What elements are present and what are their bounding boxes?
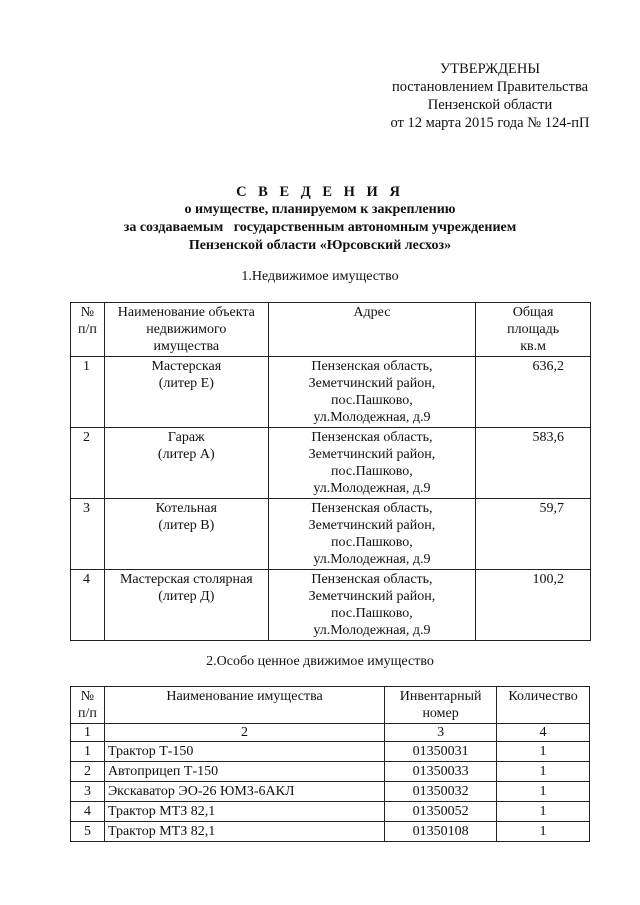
header-text: Общая [512, 305, 554, 320]
header-text: Наименование объекта [117, 305, 255, 320]
document-heading [0, 183, 640, 255]
cell-text: ул.Молодежная, д.9 [313, 410, 431, 425]
cell-name [104, 570, 268, 641]
column-index-row [71, 724, 590, 742]
cell-text: ул.Молодежная, д.9 [313, 481, 431, 496]
cell-text: ул.Молодежная, д.9 [313, 623, 431, 638]
header-num [71, 303, 105, 357]
cell-name [104, 499, 268, 570]
header-text: № [80, 305, 95, 320]
header-text: Адрес [353, 305, 391, 320]
cell-inventory: 01350031 [385, 742, 497, 762]
header-text: п/п [78, 322, 97, 337]
header-text: кв.м [520, 339, 546, 354]
cell-name: Экскаватор ЭО-26 ЮМЗ-6АКЛ [104, 782, 384, 802]
cell-text: Пензенская область, [311, 501, 433, 516]
header-name [104, 303, 268, 357]
cell-text: Земетчинский район, [308, 518, 436, 533]
table-row [71, 357, 591, 428]
movable-property-table [70, 686, 590, 842]
cell-area: 583,6 [476, 428, 591, 499]
cell-text: Котельная [155, 501, 217, 516]
cell-area: 636,2 [476, 357, 591, 428]
cell-text: (литер Е) [158, 376, 214, 391]
cell-text: пос.Пашково, [331, 393, 413, 408]
header-text: недвижимого [146, 322, 227, 337]
index-cell: 4 [497, 724, 590, 742]
index-cell: 2 [104, 724, 384, 742]
document-subtitle: Пензенской области «Юрсовский лесхоз» [188, 238, 452, 253]
section1-title: 1.Недвижимое имущество [241, 269, 399, 284]
header-text: площадь [507, 322, 560, 337]
header-text: Наименование имущества [166, 689, 323, 704]
cell-text: (литер А) [157, 447, 215, 462]
cell-address [268, 499, 476, 570]
cell-text: Земетчинский район, [308, 447, 436, 462]
cell-address [268, 357, 476, 428]
header-address [268, 303, 476, 357]
cell-name [104, 428, 268, 499]
approval-line: Пензенской области [427, 97, 553, 113]
cell-name: Автоприцеп Т-150 [104, 762, 384, 782]
cell-num: 3 [71, 499, 105, 570]
approval-block [340, 60, 640, 132]
cell-text: пос.Пашково, [331, 535, 413, 550]
header-inventory [385, 687, 497, 724]
cell-area: 100,2 [476, 570, 591, 641]
cell-num: 2 [71, 428, 105, 499]
cell-text: (литер Д) [158, 589, 215, 604]
cell-text: пос.Пашково, [331, 606, 413, 621]
cell-text: Земетчинский район, [308, 589, 436, 604]
index-cell: 1 [71, 724, 105, 742]
header-text: № [80, 689, 95, 704]
header-quantity [497, 687, 590, 724]
cell-quantity: 1 [497, 762, 590, 782]
cell-name: Трактор МТЗ 82,1 [104, 822, 384, 842]
cell-inventory: 01350108 [385, 822, 497, 842]
approval-line: постановлением Правительства [391, 79, 589, 95]
cell-text: ул.Молодежная, д.9 [313, 552, 431, 567]
table-header-row [71, 687, 590, 724]
cell-quantity: 1 [497, 742, 590, 762]
table-row [71, 742, 590, 762]
cell-text: Пензенская область, [311, 430, 433, 445]
cell-num: 4 [71, 802, 105, 822]
cell-num: 4 [71, 570, 105, 641]
cell-address [268, 570, 476, 641]
approval-title: УТВЕРЖДЕНЫ [439, 61, 541, 77]
cell-num: 1 [71, 357, 105, 428]
cell-text: Пензенская область, [311, 359, 433, 374]
header-text: Количество [508, 689, 578, 704]
cell-text: (литер В) [158, 518, 215, 533]
cell-num: 3 [71, 782, 105, 802]
header-text: номер [422, 706, 459, 721]
cell-quantity: 1 [497, 822, 590, 842]
document-subtitle: о имуществе, планируемом к закреплению [184, 202, 456, 217]
table-row [71, 802, 590, 822]
table-row [71, 822, 590, 842]
cell-inventory: 01350032 [385, 782, 497, 802]
cell-inventory: 01350033 [385, 762, 497, 782]
cell-text: пос.Пашково, [331, 464, 413, 479]
cell-name [104, 357, 268, 428]
approval-date: от 12 марта 2015 года № 124-пП [390, 115, 590, 131]
header-text: п/п [78, 706, 97, 721]
cell-address [268, 428, 476, 499]
table-row [71, 570, 591, 641]
cell-num: 1 [71, 742, 105, 762]
cell-text: Пензенская область, [311, 572, 433, 587]
cell-num: 2 [71, 762, 105, 782]
table-row [71, 428, 591, 499]
cell-name: Трактор Т-150 [104, 742, 384, 762]
cell-inventory: 01350052 [385, 802, 497, 822]
table-row [71, 762, 590, 782]
document-title: С В Е Д Е Н И Я [236, 184, 404, 200]
header-name [104, 687, 384, 724]
header-text: Инвентарный [399, 689, 482, 704]
cell-num: 5 [71, 822, 105, 842]
cell-area: 59,7 [476, 499, 591, 570]
table-header-row [71, 303, 591, 357]
section2-title: 2.Особо ценное движимое имущество [206, 654, 434, 669]
table-row [71, 499, 591, 570]
cell-text: Мастерская [151, 359, 222, 374]
cell-quantity: 1 [497, 802, 590, 822]
header-text: имущества [153, 339, 220, 354]
table-row [71, 782, 590, 802]
cell-text: Гараж [167, 430, 205, 445]
document-subtitle: за создаваемым государственным автономным учреждением [123, 220, 517, 235]
cell-text: Земетчинский район, [308, 376, 436, 391]
header-num [71, 687, 105, 724]
real-estate-table [70, 302, 591, 641]
cell-quantity: 1 [497, 782, 590, 802]
index-cell: 3 [385, 724, 497, 742]
header-area [476, 303, 591, 357]
cell-name: Трактор МТЗ 82,1 [104, 802, 384, 822]
cell-text: Мастерская столярная [119, 572, 253, 587]
